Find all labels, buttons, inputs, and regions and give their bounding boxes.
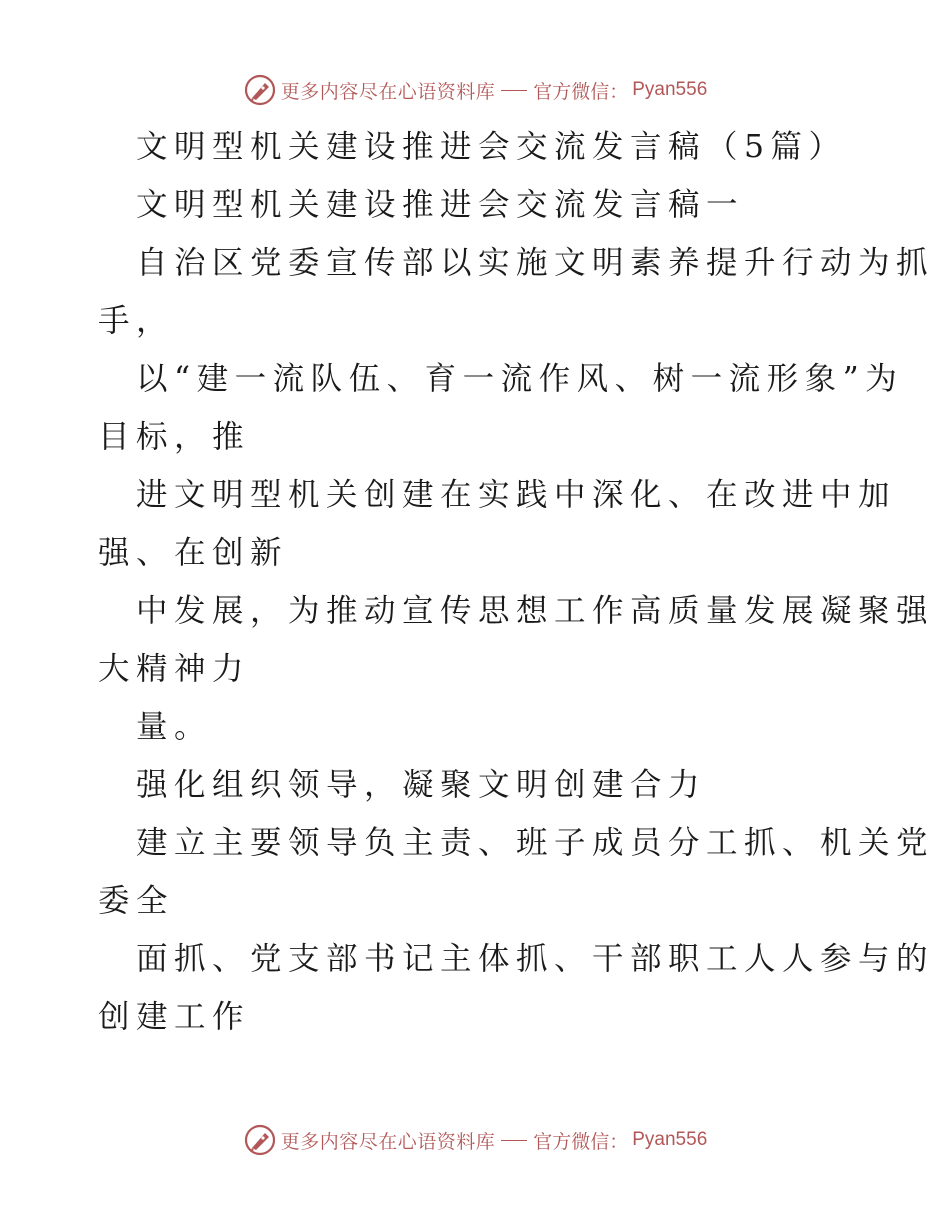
text-line: 大精神力 bbox=[98, 651, 251, 687]
text-line: 自治区党委宣传部以实施文明素养提升行动为抓 bbox=[136, 245, 935, 281]
pen-nib-logo-icon bbox=[243, 73, 277, 107]
footer-contact-id: Pyan556 bbox=[632, 1129, 708, 1150]
pen-nib-logo-icon bbox=[243, 1123, 277, 1157]
text-line: 手， bbox=[98, 303, 175, 339]
footer-contact-label: 官方微信： bbox=[533, 1130, 629, 1153]
header-contact-id: Pyan556 bbox=[632, 79, 708, 100]
footer-brand-text: 更多内容尽在心语资料库 bbox=[280, 1130, 496, 1153]
text-line: 委全 bbox=[98, 883, 175, 919]
text-line: 量。 bbox=[136, 709, 213, 745]
header-contact-label: 官方微信： bbox=[533, 80, 629, 103]
header-banner bbox=[0, 70, 950, 110]
text-line: 进文明型机关创建在实践中深化、在改进中加 bbox=[136, 477, 897, 513]
document-body bbox=[98, 118, 935, 1046]
text-line: 目标，推 bbox=[98, 419, 251, 455]
text-line: 以“建一流队伍、育一流作风、树一流形象”为 bbox=[136, 361, 904, 397]
header-brand-text: 更多内容尽在心语资料库 bbox=[280, 80, 496, 103]
text-line: 文明型机关建设推进会交流发言稿（5篇） bbox=[136, 129, 847, 165]
text-line: 文明型机关建设推进会交流发言稿一 bbox=[136, 187, 745, 223]
text-line: 面抓、党支部书记主体抓、干部职工人人参与的 bbox=[136, 941, 935, 977]
text-line: 中发展，为推动宣传思想工作高质量发展凝聚强 bbox=[136, 593, 935, 629]
text-line: 强、在创新 bbox=[98, 535, 289, 571]
footer-banner bbox=[0, 1120, 950, 1160]
text-line: 建立主要领导负主责、班子成员分工抓、机关党 bbox=[136, 825, 935, 861]
text-line: 强化组织领导，凝聚文明创建合力 bbox=[136, 767, 707, 803]
header-dash bbox=[501, 90, 527, 91]
footer-dash bbox=[501, 1140, 527, 1141]
text-line: 创建工作 bbox=[98, 999, 251, 1035]
